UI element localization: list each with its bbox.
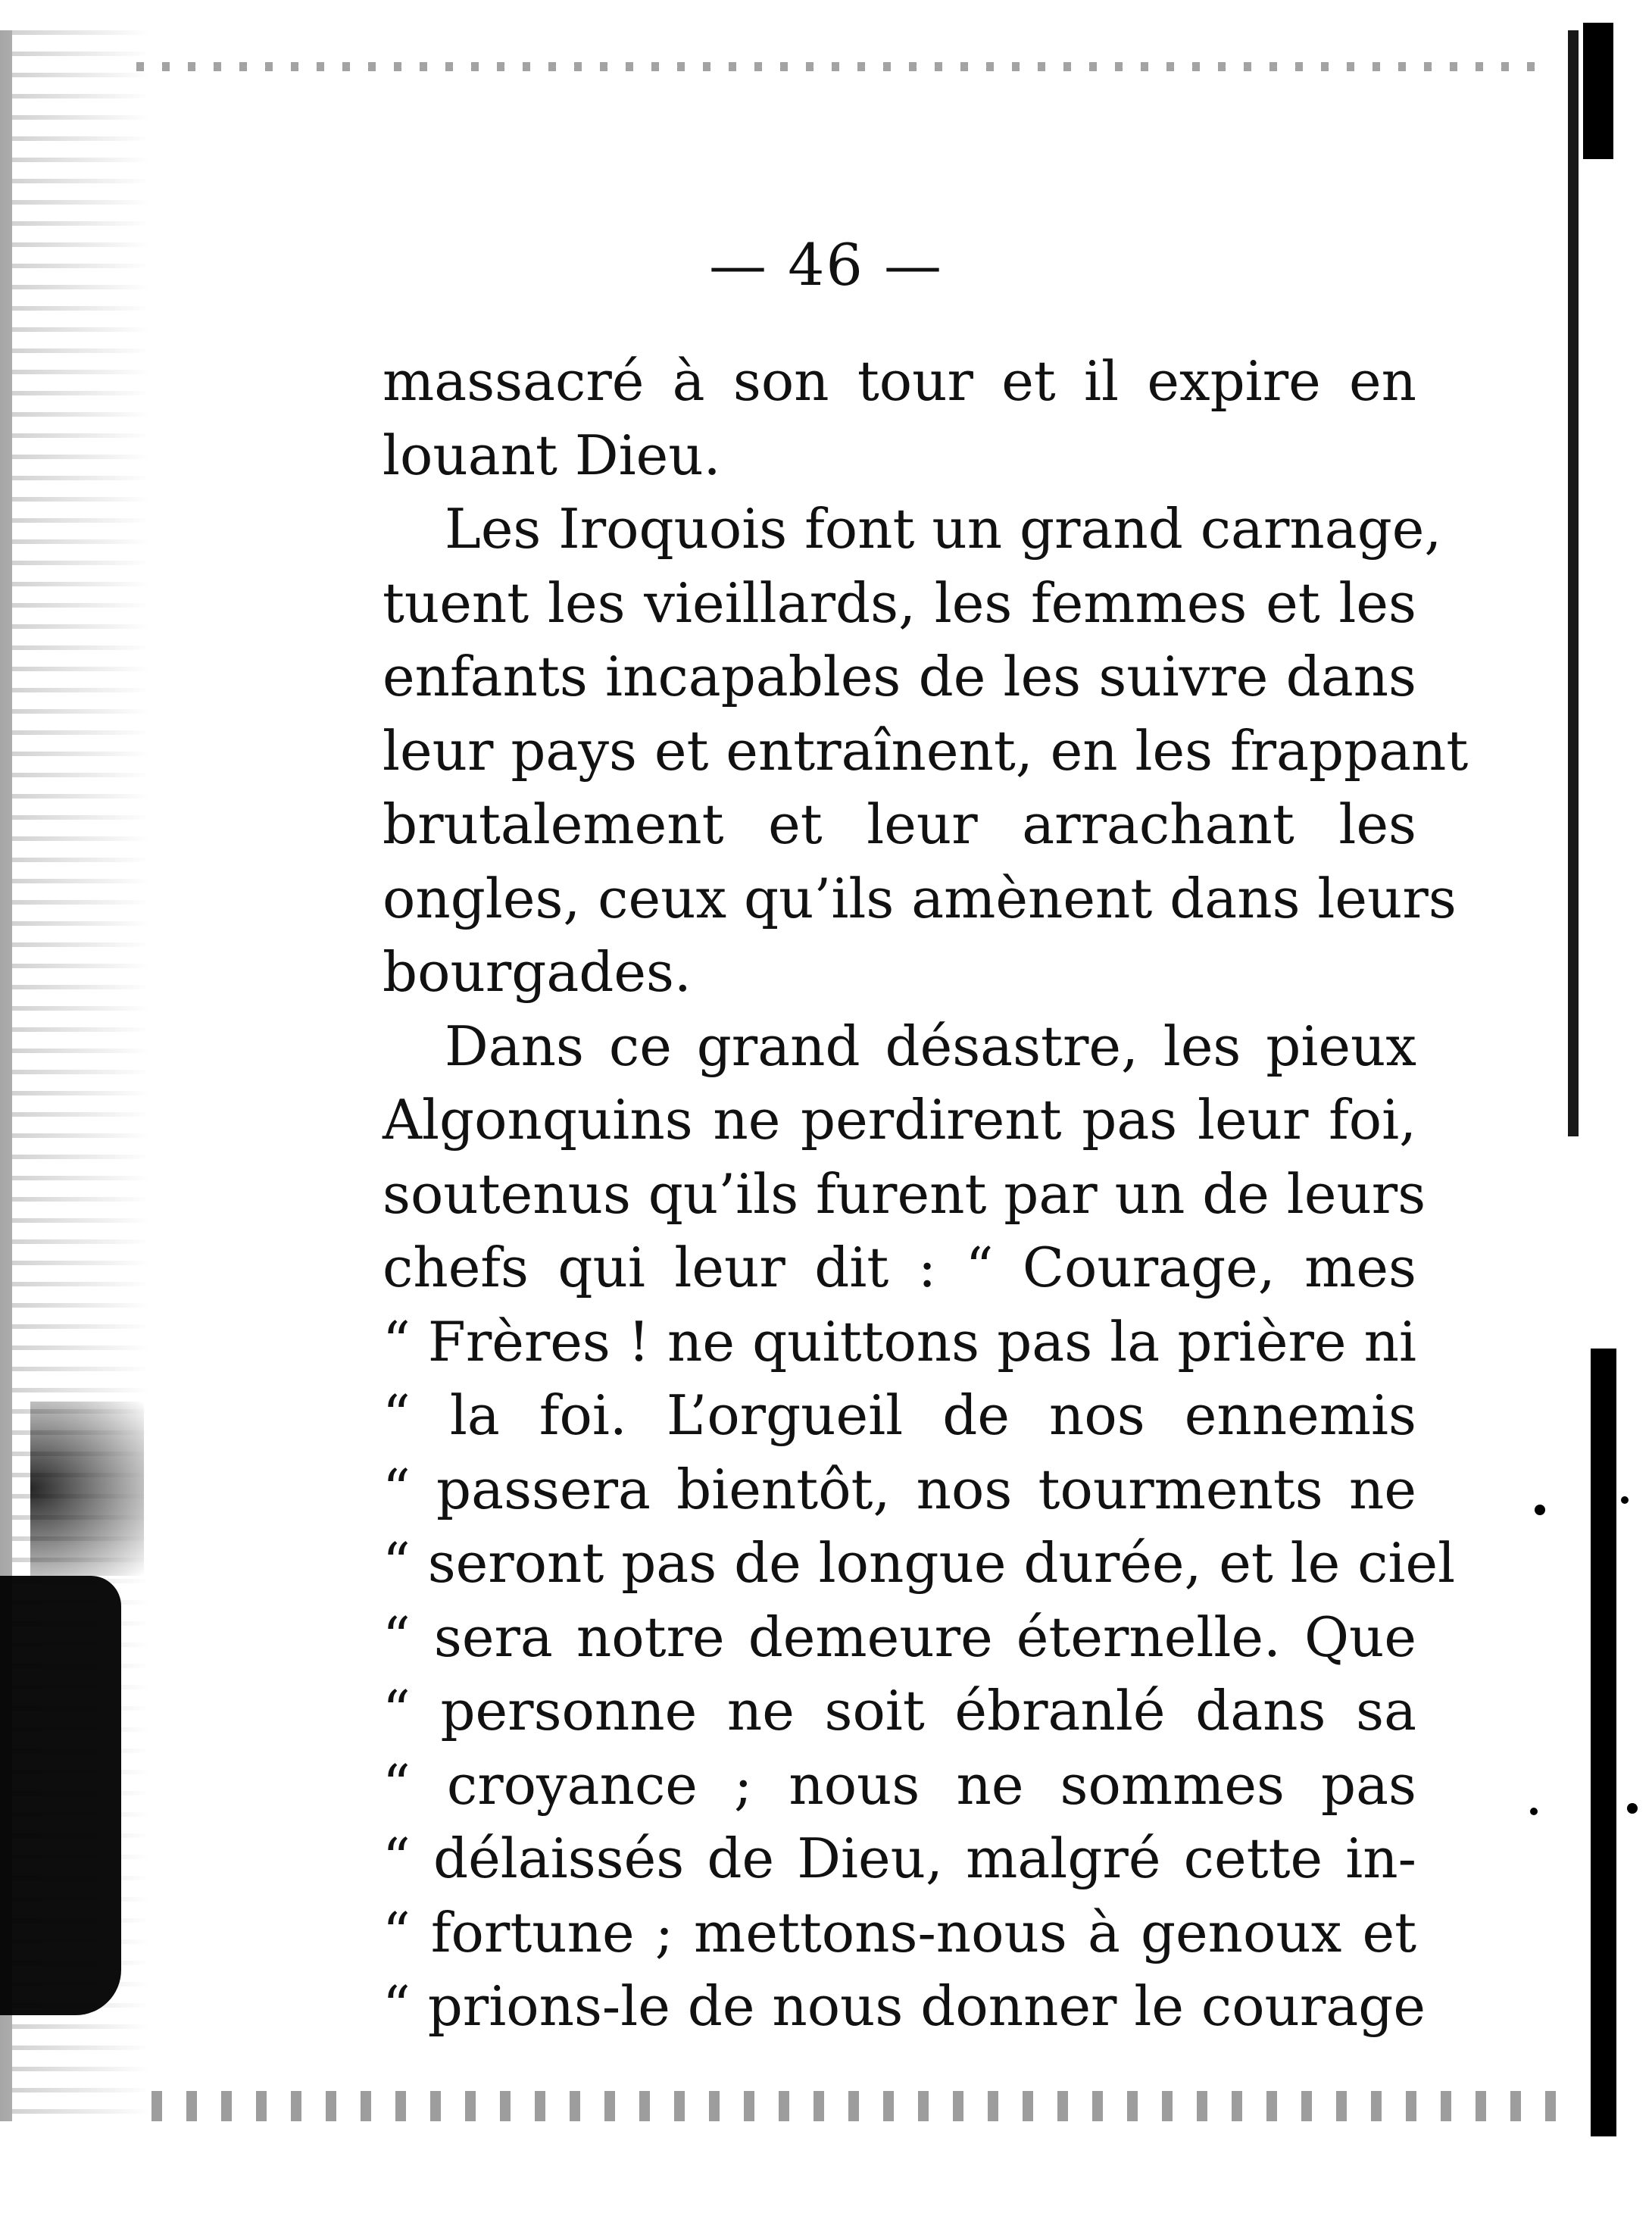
text-line: Les Iroquois font un grand carnage,: [445, 497, 1442, 561]
text-line: brutalement et leur arrachant les: [383, 792, 1416, 856]
text-line: “ personne ne soit ébranlé dans sa: [383, 1679, 1416, 1742]
scan-edge-right: [1583, 23, 1613, 159]
text-line: ongles, ceux qu’ils amènent dans leurs: [383, 866, 1457, 930]
scan-edge-top: [136, 62, 1538, 71]
page-number: — 46 —: [708, 231, 944, 298]
text-line: bourgades.: [383, 940, 692, 1004]
text-line: enfants incapables de les suivre dans: [383, 645, 1416, 708]
text-line: “ croyance ; nous ne sommes pas: [383, 1752, 1416, 1817]
page-body-text: [383, 345, 1469, 2044]
text-line: tuent les vieillards, les femmes et les: [383, 570, 1416, 635]
text-line: Algonquins ne perdirent pas leur foi,: [383, 1088, 1416, 1152]
scan-ink-blot: [0, 1576, 121, 2015]
text-line: massacré à son tour et il expire en: [383, 349, 1416, 413]
text-line: chefs qui leur dit : “ Courage, mes: [383, 1236, 1416, 1299]
text-line: “ la foi. L’orgueil de nos ennemis: [383, 1383, 1416, 1447]
text-line: soutenus qu’ils furent par un de leurs: [383, 1161, 1426, 1226]
scan-speck: [1627, 1803, 1638, 1814]
scan-speck: [1530, 1808, 1538, 1815]
scan-speck: [1621, 1496, 1629, 1504]
scan-speck: [1535, 1505, 1545, 1515]
scan-ink-blot: [30, 1402, 144, 1576]
text-line: leur pays et entraînent, en les frappant: [383, 718, 1469, 783]
text-line: “ Frères ! ne quittons pas la prière ni: [383, 1309, 1416, 1374]
text-line: “ sera notre demeure éternelle. Que: [383, 1605, 1416, 1669]
text-line: “ fortune ; mettons-nous à genoux et: [383, 1900, 1416, 1964]
scan-edge-right: [1591, 1349, 1616, 2136]
scan-edge-bottom: [151, 2091, 1575, 2121]
text-line: “ passera bientôt, nos tourments ne: [383, 1457, 1416, 1521]
text-line: louant Dieu.: [383, 423, 721, 487]
text-line: “ prions-le de nous donner le courage: [383, 1974, 1426, 2038]
text-line: “ seront pas de longue durée, et le ciel: [383, 1531, 1456, 1595]
text-line: Dans ce grand désastre, les pieux: [445, 1014, 1416, 1078]
text-line: “ délaissés de Dieu, malgré cette in-: [383, 1827, 1416, 1890]
scan-edge-right: [1568, 30, 1579, 1136]
